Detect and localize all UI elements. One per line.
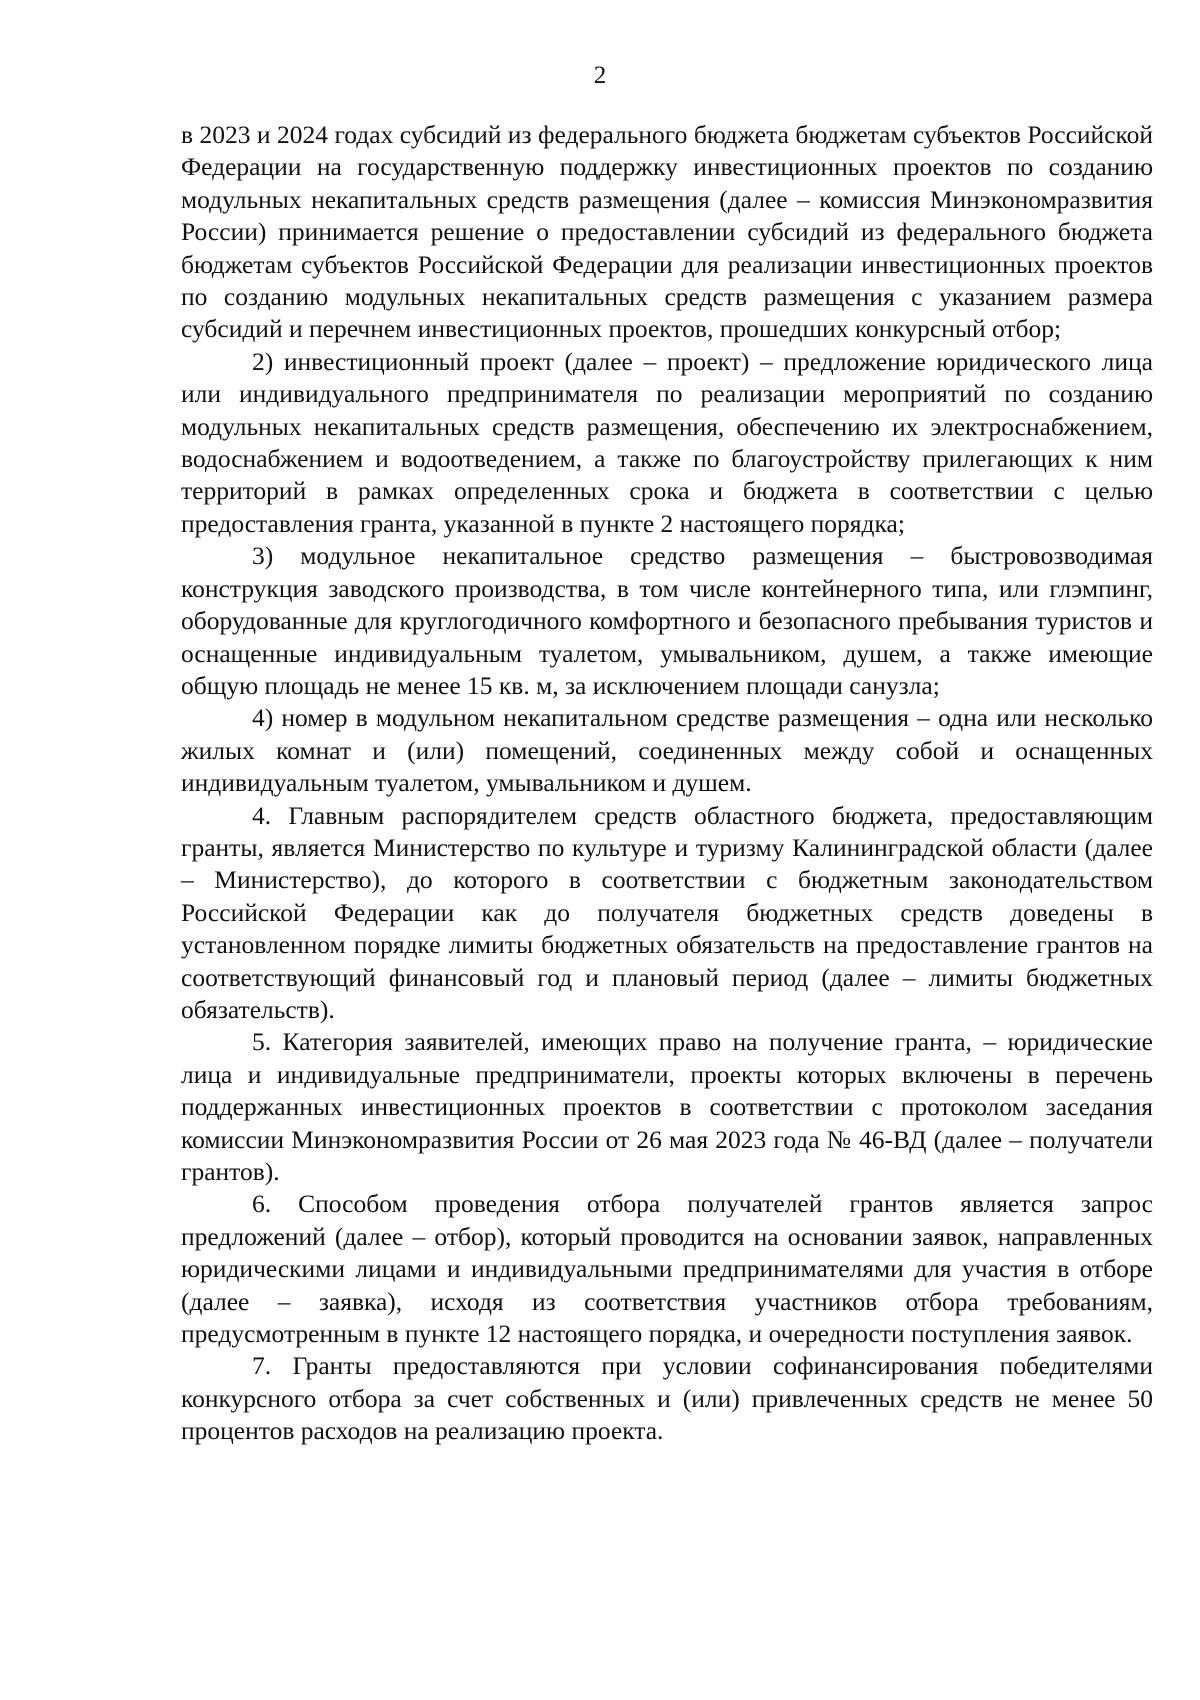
paragraph-section-4: 4. Главным распорядителем средств областного бюджета, предоставляющим гранты, является Министерство по культуре и туризму Калининградской области (далее – Министерство), до которого в соответствии с бюджетным законодательством Российской Федерации как до получателя бюджетных средств доведены в установленном порядке лимиты бюджетных обязательств на предоставление грантов на соответствующий финансовый год и плановый период (далее – лимиты бюджетных обязательств). [181,800,1153,1024]
paragraph-item-4: 4) номер в модульном некапитальном средстве размещения – одна или несколько жилых комнат и (или) помещений, соединенных между собой и оснащенных индивидуальным туалетом, умывальником и душем. [181,703,1153,798]
paragraph-item-3: 3) модульное некапитальное средство размещения – быстровозводимая конструкция заводского производства, в том числе контейнерного типа, или глэмпинг, оборудованные для круглогодичного комфортного и безопасного пребывания туристов и оснащенные индивидуальным туалетом, умывальником, душем, а также имеющие общую площадь не менее 15 кв. м, за исключением площади санузла; [181,541,1153,700]
paragraph-section-5: 5. Категория заявителей, имеющих право на получение гранта, – юридические лица и индивидуальные предприниматели, проекты которых включены в перечень поддержанных инвестиционных проектов в соответствии с протоколом заседания комиссии Минэкономразвития России от 26 мая 2023 года № 46-ВД (далее – получатели грантов). [181,1027,1153,1186]
paragraph-section-6: 6. Способом проведения отбора получателей грантов является запрос предложений (далее – отбор), который проводится на основании заявок, направленных юридическими лицами и индивидуальными предпринимателями для участия в отборе (далее – заявка), исходя из соответствия участников отбора требованиям, предусмотренным в пункте 12 настоящего порядка, и очередности поступления заявок. [181,1189,1153,1349]
paragraph-continuation: в 2023 и 2024 годах субсидий из федерального бюджета бюджетам субъектов Российской Федерации на государственную поддержку инвестиционных проектов по созданию модульных некапитальных средств размещения (далее – комиссия Минэкономразвития России) принимается решение о предоставлении субсидий из федерального бюджета бюджетам субъектов Российской Федерации для реализации инвестиционных проектов по созданию модульных некапитальных средств размещения с указанием размера субсидий и перечнем инвестиционных проектов, прошедших конкурсный отбор; [181,120,1153,344]
paragraph-section-7: 7. Гранты предоставляются при условии софинансирования победителями конкурсного отбора за счет собственных и (или) привлеченных средств не менее 50 процентов расходов на реализацию проекта. [181,1351,1153,1446]
paragraph-item-2: 2) инвестиционный проект (далее – проект) – предложение юридического лица или индивидуального предпринимателя по реализации мероприятий по созданию модульных некапитальных средств размещения, обеспечению их электроснабжением, водоснабжением и водоотведением, а также по благоустройству прилегающих к ним территорий в рамках определенных срока и бюджета в соответствии с целью предоставления гранта, указанной в пункте 2 настоящего порядка; [181,346,1153,538]
page-number: 2 [593,62,607,89]
document-body [181,119,1153,1448]
